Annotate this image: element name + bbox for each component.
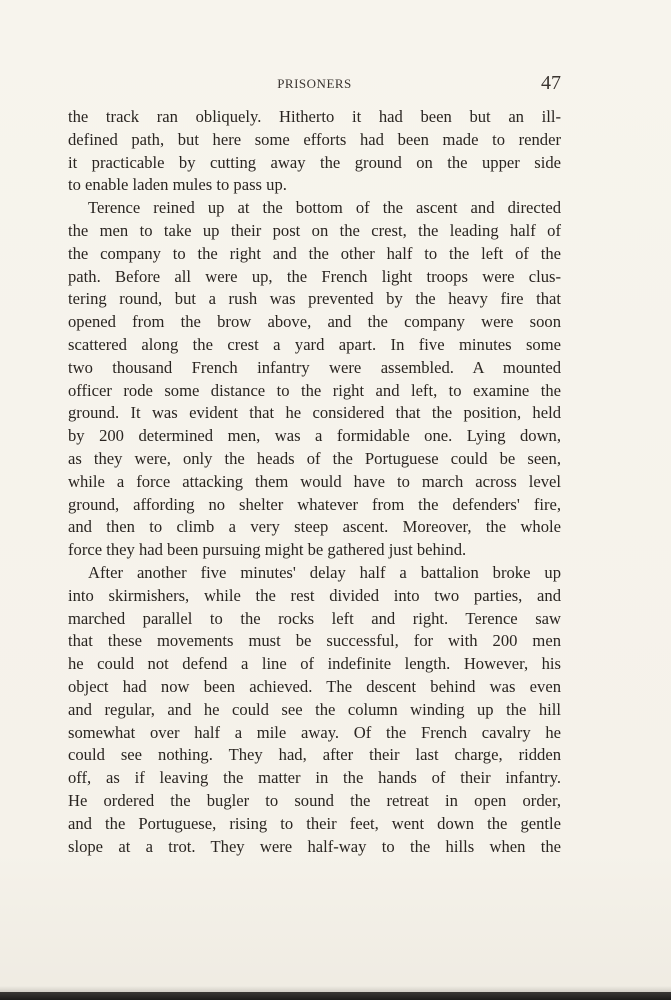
text-line: ground, affording no shelter whatever from the defenders' fire, [68, 494, 561, 514]
text-line: path. Before all were up, the French light troops were clus- [68, 266, 561, 286]
text-line: into skirmishers, while the rest divided into two parties, and [68, 585, 561, 605]
text-line: off, as if leaving the matter in the hands of their infantry. [68, 768, 561, 788]
scan-bottom-edge [0, 992, 671, 1000]
text-line: that these movements must be successful, for with 200 men [68, 631, 561, 651]
text-line: and the Portuguese, rising to their feet, went down the gentle [68, 813, 561, 833]
text-line: two thousand French infantry were assembled. A mounted [68, 357, 561, 377]
text-line: officer rode some distance to the right and left, to examine the [68, 380, 561, 400]
text-line: and then to climb a very steep ascent. Moreover, the whole [68, 517, 561, 537]
running-head: PRISONERS [277, 76, 352, 91]
text-line: scattered along the crest a yard apart. In five minutes some [68, 334, 561, 354]
text-line: defined path, but here some efforts had been made to render [68, 129, 561, 149]
page-number: 47 [541, 72, 561, 94]
text-line: as they were, only the heads of the Portuguese could be seen, [68, 448, 561, 468]
text-line: it practicable by cutting away the ground on the upper side [68, 152, 561, 172]
text-line: He ordered the bugler to sound the retreat in open order, [68, 790, 561, 810]
text-line: the men to take up their post on the crest, the leading half of [68, 220, 561, 240]
text-line: object had now been achieved. The descent behind was even [68, 676, 561, 696]
text-line: somewhat over half a mile away. Of the French cavalry he [68, 722, 561, 742]
text-line: while a force attacking them would have to march across level [68, 471, 561, 491]
text-line: tering round, but a rush was prevented by the heavy fire that [68, 289, 561, 309]
text-line: the company to the right and the other half to the left of the [68, 243, 561, 263]
text-line: could see nothing. They had, after their last charge, ridden [68, 745, 561, 765]
text-line: to enable laden mules to pass up. [68, 175, 287, 195]
text-line: he could not defend a line of indefinite length. However, his [68, 654, 561, 674]
text-line: by 200 determined men, was a formidable one. Lying down, [68, 426, 561, 446]
text-line: ground. It was evident that he considered that the position, held [68, 403, 561, 423]
text-line: opened from the brow above, and the company were soon [68, 312, 561, 332]
body-text [68, 106, 561, 858]
text-line: and regular, and he could see the column winding up the hill [68, 699, 561, 719]
text-line: Terence reined up at the bottom of the ascent and directed [88, 198, 561, 218]
page-header [68, 72, 561, 96]
text-line: marched parallel to the rocks left and right. Terence saw [68, 608, 561, 628]
text-line: slope at a trot. They were half-way to the hills when the [68, 836, 561, 856]
text-line: After another five minutes' delay half a battalion broke up [88, 562, 561, 582]
text-line: force they had been pursuing might be gathered just behind. [68, 540, 467, 560]
text-line: the track ran obliquely. Hitherto it had been but an ill- [68, 107, 561, 126]
